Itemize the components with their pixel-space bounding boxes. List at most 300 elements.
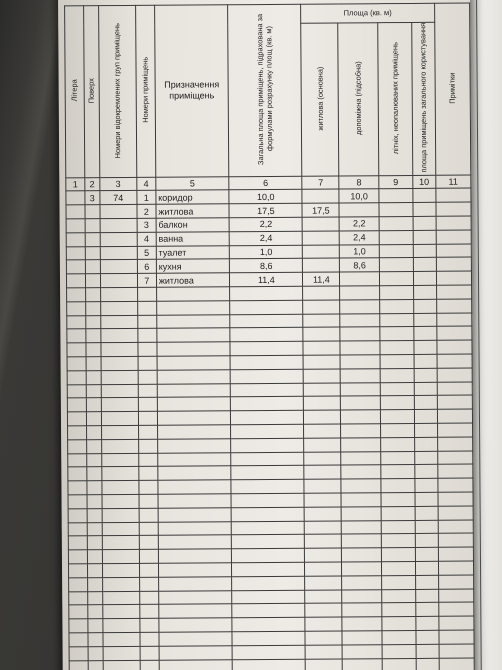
column-number: 2 [85,177,100,191]
table-cell [439,658,474,670]
table-cell [304,438,341,452]
table-cell [86,398,101,412]
table-cell [415,492,438,506]
table-cell [157,397,231,411]
table-cell [438,478,473,492]
table-cell [305,617,342,631]
table-cell [304,465,341,479]
table-cell [438,520,473,534]
table-cell [436,189,471,203]
table-cell [416,658,439,670]
table-cell [415,506,438,520]
header-area-group: Площа (кв. м) [301,3,434,23]
table-cell [232,576,305,590]
table-cell: 17,5 [302,203,339,217]
table-cell [437,382,472,396]
table-cell [304,452,341,466]
table-cell [230,369,303,383]
table-cell [437,368,472,382]
table-cell [69,633,88,647]
table-cell [339,203,379,217]
table-cell [305,548,342,562]
table-cell [230,341,303,355]
table-cell [305,603,342,617]
table-cell [414,368,437,382]
table-cell [138,384,157,398]
table-cell [438,602,473,616]
table-cell [381,479,415,493]
column-number: 10 [413,175,436,189]
table-cell [381,465,415,479]
table-cell [382,658,416,670]
table-cell [158,480,232,494]
table-cell [413,244,436,258]
table-cell [139,508,158,522]
table-cell [66,205,85,219]
table-cell [69,605,88,619]
table-cell [305,590,342,604]
table-cell [88,646,103,660]
table-cell [156,301,230,315]
table-cell [381,506,415,520]
table-cell [102,508,139,522]
header-group-numbers: Номери відокремлених груп приміщень [98,5,136,177]
table-cell [381,520,415,534]
table-cell [436,299,471,313]
table-cell [100,205,137,219]
header-litera: Літера [65,6,85,178]
table-cell [67,302,86,316]
table-cell [437,437,472,451]
table-cell: 8,6 [340,258,380,272]
table-cell [438,589,473,603]
table-cell [68,426,87,440]
table-cell: ванна [156,232,230,246]
table-cell [437,354,472,368]
table-cell [67,384,86,398]
table-cell: житлова [156,273,230,287]
table-cell [86,439,101,453]
table-cell [102,481,139,495]
table-cell [103,619,140,633]
table-cell [67,357,86,371]
table-cell [380,313,414,327]
table-cell [68,509,87,523]
table-cell: 1 [137,191,156,205]
table-cell [66,260,85,274]
table-cell [304,396,341,410]
table-cell [341,410,381,424]
table-cell [138,439,157,453]
table-cell [380,341,414,355]
table-cell [341,479,381,493]
table-cell [101,412,138,426]
table-cell: туалет [156,245,230,259]
table-cell [158,535,232,549]
table-cell [103,632,140,646]
table-cell: житлова [156,204,230,218]
table-cell [382,603,416,617]
table-cell [303,369,340,383]
table-cell [85,274,100,288]
table-cell [102,494,139,508]
column-number: 5 [156,176,230,190]
table-cell [413,189,436,203]
table-cell [88,619,103,633]
table-cell [233,659,306,670]
table-cell [87,522,102,536]
table-cell [86,426,101,440]
table-cell: 2,4 [230,231,303,245]
table-cell [305,659,342,670]
table-cell [340,300,380,314]
table-cell [88,660,103,670]
table-cell [85,246,100,260]
table-cell [157,411,231,425]
table-cell [231,466,304,480]
table-cell [232,562,305,576]
table-cell [343,658,383,670]
table-cell [232,604,305,618]
table-cell [232,631,305,645]
table-cell: балкон [156,218,230,232]
table-cell [439,630,474,644]
table-cell [68,481,87,495]
table-cell [381,534,415,548]
table-cell [437,409,472,423]
table-cell [304,507,341,521]
table-cell [230,286,303,300]
table-cell [380,396,414,410]
table-cell [305,534,342,548]
table-cell [230,355,303,369]
table-cell: 3 [85,191,100,205]
table-cell [436,257,471,271]
column-number: 11 [435,175,470,189]
table-cell [341,382,381,396]
table-cell [140,646,159,660]
table-cell [231,479,304,493]
table-cell [303,314,340,328]
table-cell [66,246,85,260]
header-common: площа приміщень загального користування [411,22,435,175]
table-cell [414,410,437,424]
table-cell [157,314,231,328]
table-cell [304,479,341,493]
table-cell [303,258,340,272]
column-number: 1 [66,177,85,191]
table-cell [231,507,304,521]
table-cell [158,590,232,604]
table-cell [304,424,341,438]
table-cell [139,591,158,605]
table-cell [87,591,102,605]
table-cell [102,550,139,564]
table-cell [69,619,88,633]
table-cell [157,328,231,342]
table-cell [138,356,157,370]
table-cell [157,370,231,384]
table-cell [87,508,102,522]
table-cell [438,561,473,575]
column-number: 3 [100,177,137,191]
table-cell [438,547,473,561]
table-cell [380,423,414,437]
table-cell [438,506,473,520]
table-cell [379,203,413,217]
header-floor: Поверх [83,6,99,178]
table-cell [303,355,340,369]
column-number: 6 [229,176,302,190]
table-cell [69,578,88,592]
table-cell [158,508,232,522]
table-cell [437,326,472,340]
table-cell [415,547,438,561]
table-cell [303,245,340,259]
table-cell [415,520,438,534]
table-cell [67,343,86,357]
table-cell [232,548,305,562]
table-cell [415,575,438,589]
table-cell [436,244,471,258]
table-cell [232,617,305,631]
header-total-area: Загальна площа приміщень, підрахована за формулами розрахунку площ (кв. м) [228,4,302,176]
table-cell [305,562,342,576]
table-cell [436,271,471,285]
header-purpose: Призначення приміщень [154,5,229,177]
table-cell [342,631,382,645]
column-number: 7 [302,176,339,190]
table-cell [232,535,305,549]
table-cell: 74 [100,191,137,205]
table-cell [437,423,472,437]
table-cell [414,423,437,437]
table-cell [159,659,233,670]
table-cell [341,506,381,520]
table-cell [382,589,416,603]
table-cell [436,285,471,299]
table-cell [138,370,157,384]
table-cell [139,536,158,550]
table-cell: 11,4 [230,272,303,286]
table-cell [231,424,304,438]
table-cell [139,577,158,591]
table-cell [140,618,159,632]
table-cell [140,660,159,670]
table-cell [87,577,102,591]
table-cell [414,437,437,451]
table-cell [86,384,101,398]
table-cell [157,425,231,439]
table-cell [230,328,303,342]
table-cell [437,340,472,354]
table-cell [340,272,380,286]
table-cell [66,191,85,205]
table-cell [381,492,415,506]
table-cell [304,410,341,424]
table-cell [380,410,414,424]
header-summer: літніх, неопалюваних приміщень [378,22,413,175]
table-cell [414,327,437,341]
table-cell [303,327,340,341]
table-cell [436,230,471,244]
table-cell [103,646,140,660]
table-cell [157,342,231,356]
table-cell [231,438,304,452]
table-cell [86,370,101,384]
table-cell [342,520,382,534]
column-number: 8 [339,175,379,189]
explication-table [64,3,475,670]
table-cell [231,410,304,424]
table-cell [67,371,86,385]
table-cell [342,562,382,576]
table-cell [103,660,140,670]
table-cell [158,549,232,563]
header-room-numbers: Номери приміщень [135,5,155,177]
table-cell [87,467,102,481]
table-cell [85,288,100,302]
table-cell [303,231,340,245]
table-cell [380,327,414,341]
table-cell [342,603,382,617]
table-cell [380,368,414,382]
table-cell [413,272,436,286]
table-cell [381,437,415,451]
table-cell [413,258,436,272]
table-cell [100,274,137,288]
table-cell [436,202,471,216]
table-cell [379,285,413,299]
table-cell [139,453,158,467]
table-cell [415,534,438,548]
table-cell [379,217,413,231]
table-cell [103,605,140,619]
column-number: 4 [137,177,156,191]
table-cell [102,453,139,467]
table-cell [158,466,232,480]
table-cell [66,233,85,247]
table-cell [230,300,303,314]
table-cell [439,616,474,630]
table-cell: кухня [156,259,230,273]
table-cell [305,576,342,590]
table-cell [100,301,137,315]
table-cell [438,575,473,589]
table-cell [102,563,139,577]
table-cell: 1,0 [230,245,303,259]
header-living: житлова (основна) [301,23,339,176]
table-cell [101,329,138,343]
table-cell [413,285,436,299]
table-cell [68,440,87,454]
table-cell [158,452,232,466]
table-cell [341,396,381,410]
table-cell [68,467,87,481]
table-cell [414,341,437,355]
table-cell [231,397,304,411]
table-cell [85,260,100,274]
table-cell [139,549,158,563]
table-cell [159,645,233,659]
table-cell [439,644,474,658]
table-cell [379,258,413,272]
table-cell [100,287,137,301]
table-cell [415,589,438,603]
table-cell [414,354,437,368]
table-cell [102,536,139,550]
table-cell [68,536,87,550]
table-cell: 3 [137,218,156,232]
table-cell [86,357,101,371]
table-cell [101,370,138,384]
table-cell [340,286,380,300]
table-cell [342,548,382,562]
column-number: 9 [379,175,413,189]
table-cell [380,299,414,313]
table-cell [101,343,138,357]
table-cell: 7 [137,273,156,287]
table-cell [381,451,415,465]
table-cell [69,660,88,670]
table-cell [101,398,138,412]
table-cell [139,480,158,494]
table-cell [304,383,341,397]
table-cell [416,630,439,644]
table-cell [340,313,380,327]
table-cell [305,645,342,659]
table-cell [342,534,382,548]
table-cell [379,272,413,286]
table-cell [87,550,102,564]
table-cell [382,644,416,658]
table-cell [436,216,471,230]
table-cell [382,630,416,644]
table-cell [416,616,439,630]
table-cell [379,244,413,258]
table-cell [413,230,436,244]
table-cell [232,521,305,535]
table-cell: 1,0 [340,244,380,258]
table-cell [87,536,102,550]
table-cell [102,577,139,591]
table-cell: 2,2 [229,217,302,231]
table-cell [416,644,439,658]
table-cell [69,646,88,660]
table-cell [415,465,438,479]
table-cell [87,495,102,509]
table-cell [381,575,415,589]
table-cell [231,493,304,507]
table-cell [66,219,85,233]
table-cell: 4 [137,232,156,246]
table-cell [139,563,158,577]
table-cell [302,217,339,231]
table-cell [138,329,157,343]
table-cell [102,467,139,481]
table-cell [85,219,100,233]
table-cell [139,494,158,508]
table-cell [138,315,157,329]
table-cell [413,203,436,217]
form-sheet [58,0,475,670]
table-cell [86,453,101,467]
table-cell [87,481,102,495]
table-cell [341,465,381,479]
table-cell [156,287,230,301]
table-cell: 6 [137,260,156,274]
table-cell [304,493,341,507]
